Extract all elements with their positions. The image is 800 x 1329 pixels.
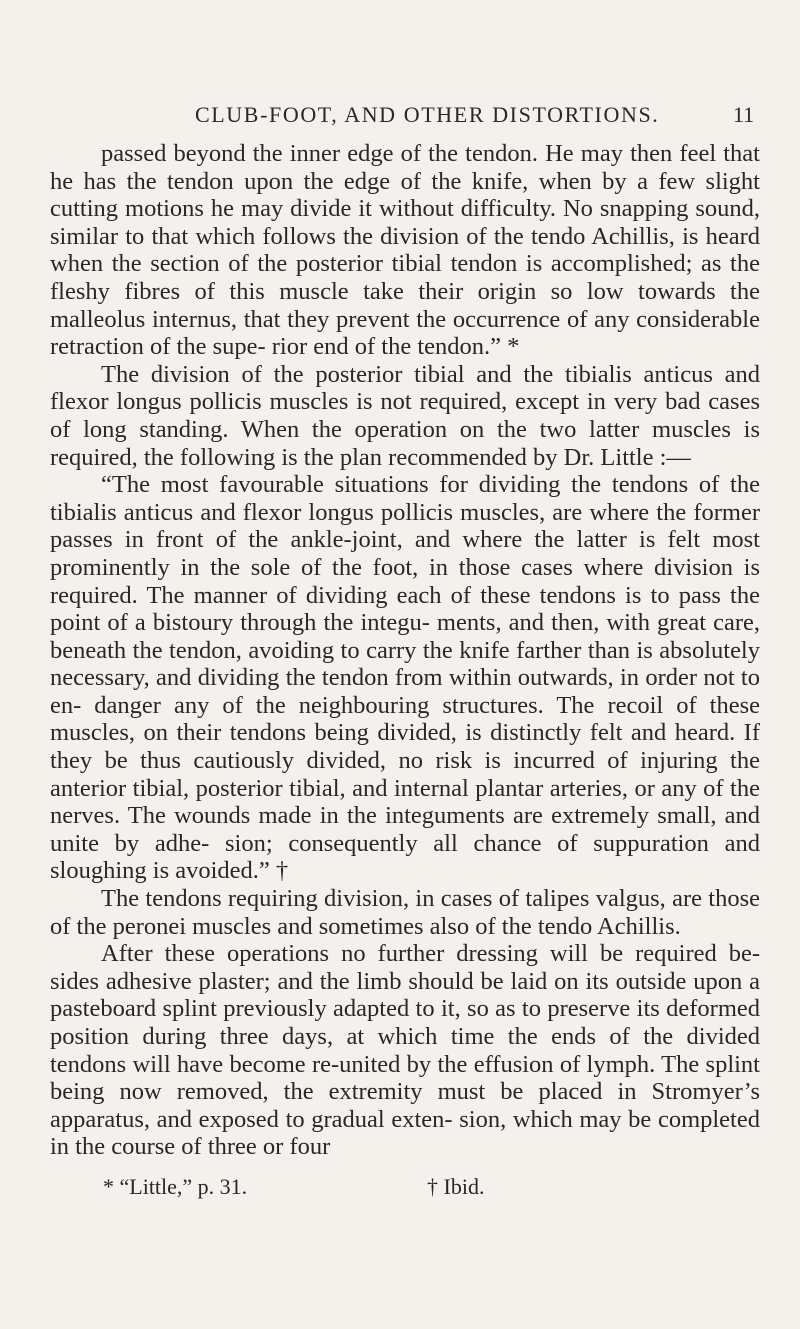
page-number: 11: [733, 102, 755, 127]
footnote-2: † Ibid.: [427, 1174, 485, 1199]
body-text: [50, 140, 760, 1161]
paragraph-quotation-little: “The most favourable situations for dividing the tendons of the tibialis anticus and flexor longus pollicis muscles, are where the former passes in front of the ankle-joint, and where the latter is felt most prominently in the sole of the foot, in those cases where division is required. The manner of dividing each of these tendons is to pass the point of a bistoury through the integu- ments, and then, with great care, beneath the tendon, avoiding to carry the knife farther than is absolutely necessary, and dividing the tendon from within outwards, in order not to en- danger any of the neighbouring structures. The recoil of these muscles, on their tendons being divided, is distinctly felt and heard. If they be thus cautiously divided, no risk is incurred of injuring the anterior tibial, posterior tibial, and internal plantar arteries, or any of the nerves. The wounds made in the integuments are extremely small, and unite by adhe- sion; consequently all chance of suppuration and sloughing is avoided.” †: [50, 471, 760, 885]
paragraph-tibial-division: The division of the posterior tibial and the tibialis anticus and flexor longus pollicis muscles is not required, except in very bad cases of long standing. When the operation on the two latter muscles is required, the following is the plan recommended by Dr. Little :—: [50, 360, 760, 471]
running-head: [0, 102, 800, 134]
paragraph-after-operations: After these operations no further dressing will be required be- sides adhesive plaster; and the limb should be laid on its outside upon a pasteboard splint previously adapted to it, so as to preserve its deformed position during three days, at which time the ends of the divided tendons will have become re-united by the effusion of lymph. The splint being now removed, the extremity must be placed in Stromyer’s apparatus, and exposed to gradual exten- sion, which may be completed in the course of three or four: [50, 940, 760, 1161]
paragraph-continued: passed beyond the inner edge of the tendon. He may then feel that he has the tendon upon the edge of the knife, when by a few slight cutting motions he may divide it without difficulty. No snapping sound, similar to that which follows the division of the tendo Achillis, is heard when the section of the posterior tibial tendon is accomplished; as the fleshy fibres of this muscle take their origin so low towards the malleolus internus, that they prevent the occurrence of any considerable retraction of the supe- rior end of the tendon.” *: [50, 140, 760, 361]
running-title: CLUB-FOOT, AND OTHER DISTORTIONS.: [195, 102, 660, 127]
paragraph-talipes-valgus: The tendons requiring division, in cases of talipes valgus, are those of the peronei muscles and sometimes also of the tendo Achillis.: [50, 885, 760, 940]
footnote-1: * “Little,” p. 31.: [103, 1174, 248, 1199]
footnotes: [0, 1174, 800, 1202]
